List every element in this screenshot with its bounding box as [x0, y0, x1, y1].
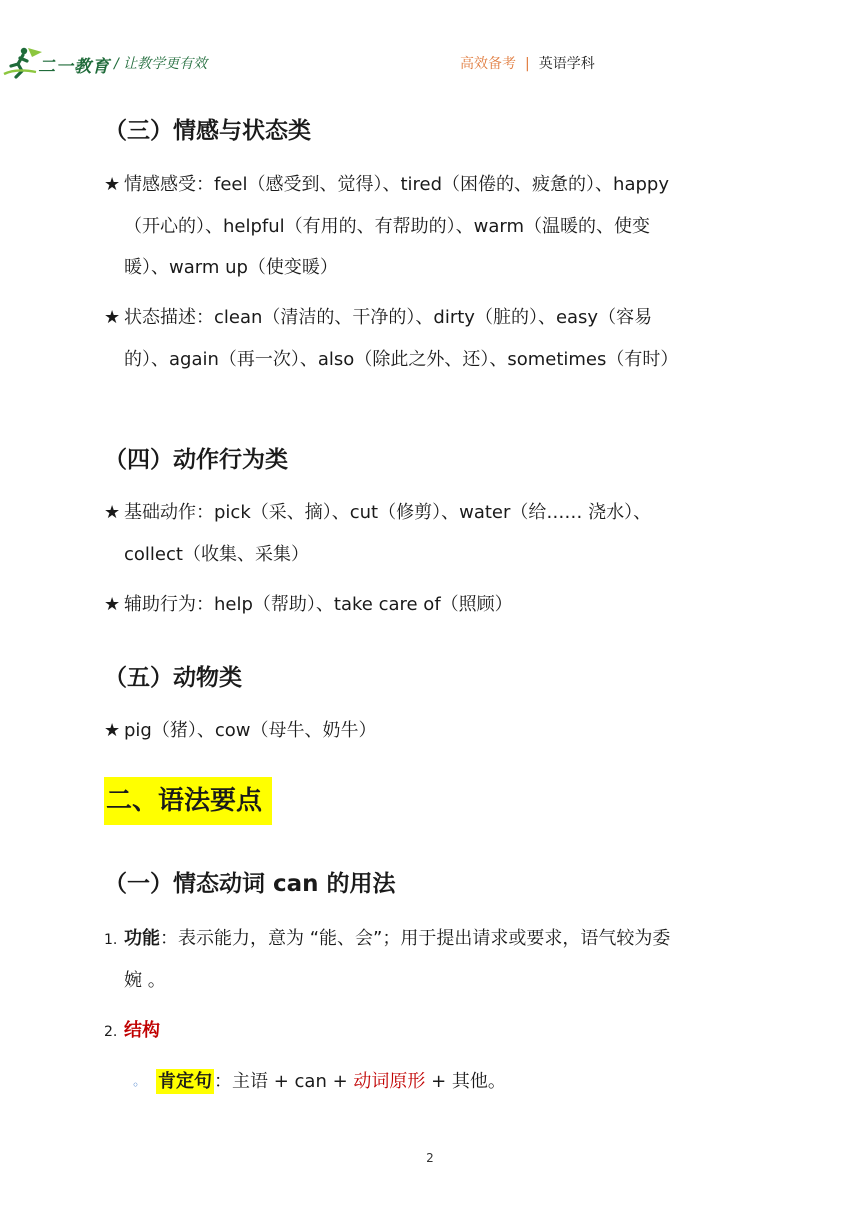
brand-name: 二一教育	[38, 57, 110, 77]
section-4-item-2	[104, 584, 764, 626]
affirmative-text-a: ：主语 + can +	[214, 1071, 354, 1092]
point-1-continuation: 婉 。	[124, 969, 166, 991]
page-header	[0, 44, 860, 84]
item-line: collect（收集、采集）	[124, 543, 309, 565]
star-icon: ★	[104, 502, 121, 523]
affirmative-text-b: + 其他。	[425, 1071, 506, 1092]
section-5-item-1	[104, 710, 764, 752]
point-1-label: 功能	[124, 928, 160, 949]
affirmative-structure	[156, 1061, 756, 1103]
header-separator: |	[525, 56, 530, 72]
item-line: 基础动作：pick（采、摘）、cut（修剪）、water（给…… 浇水）、	[124, 502, 652, 523]
star-icon: ★	[104, 720, 121, 741]
point-2-number: 2.	[104, 1024, 118, 1040]
affirmative-label: 肯定句	[158, 1071, 212, 1092]
section-3-item-2	[104, 297, 764, 380]
item-line: 状态描述：clean（清洁的、干净的）、dirty（脏的）、easy（容易	[124, 307, 653, 328]
header-right	[460, 53, 595, 73]
header-label: 高效备考	[460, 56, 516, 72]
grammar-sub-heading: （一）情态动词 can 的用法	[104, 871, 396, 897]
section-3-heading: （三）情感与状态类	[104, 118, 311, 144]
grammar-heading: 二、语法要点	[104, 777, 272, 825]
item-line: 情感感受：feel（感受到、觉得）、tired（困倦的、疲惫的）、happy	[124, 174, 669, 195]
star-icon: ★	[104, 307, 121, 328]
hollow-bullet-icon: ◦	[132, 1078, 140, 1092]
point-1	[124, 918, 764, 1001]
item-line: 的）、again（再一次）、also（除此之外、还）、sometimes（有时）	[124, 348, 679, 370]
section-3-item-1	[104, 164, 764, 289]
item-line: 暖）、warm up（使变暖）	[124, 257, 338, 278]
section-5-heading: （五）动物类	[104, 665, 242, 691]
point-1-number: 1.	[104, 932, 118, 948]
star-icon: ★	[104, 594, 121, 615]
point-1-text: ：表示能力，意为 “能、会”；用于提出请求或要求，语气较为委	[160, 928, 671, 949]
brand-slogan: / 让教学更有效	[114, 56, 208, 72]
point-2	[124, 1010, 764, 1052]
section-4-heading: （四）动作行为类	[104, 447, 288, 473]
point-2-label: 结构	[124, 1020, 160, 1041]
star-icon: ★	[104, 174, 121, 195]
item-line: pig（猪）、cow（母牛、奶牛）	[124, 720, 377, 741]
header-subject: 英语学科	[538, 56, 595, 72]
affirmative-verb-form: 动词原形	[353, 1071, 426, 1092]
item-line: 辅助行为：help（帮助）、take care of（照顾）	[124, 594, 513, 615]
section-4-item-1	[104, 492, 764, 575]
page-number: 2	[426, 1151, 434, 1165]
item-line: （开心的）、helpful（有用的、有帮助的）、warm（温暖的、使变	[124, 215, 651, 237]
